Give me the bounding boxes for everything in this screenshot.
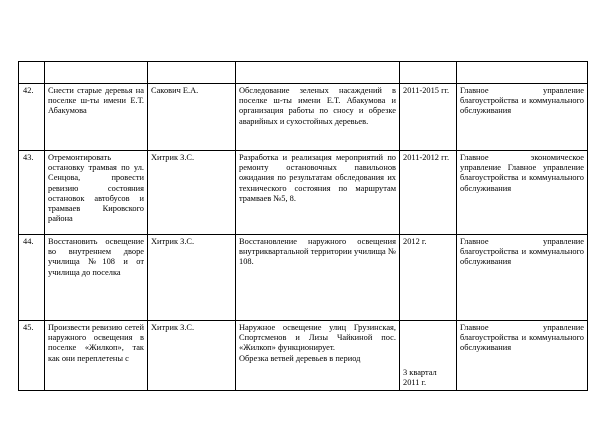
action-cell (236, 321, 400, 391)
organization-cell: Главное управление благоустройства и коммунального обслуживания (457, 84, 588, 151)
cell-empty (400, 62, 457, 84)
table-row (19, 151, 588, 235)
action-cell: Восстановление наружного освещения внутриквартальной территории училища № 108. (236, 235, 400, 321)
responsible-cell: Сакович Е.А. (148, 84, 236, 151)
plan-table (18, 61, 588, 391)
action-text: Наружное освещение улиц Грузинская, Спортсменов и Лизы Чайкиной пос. «Жилкоп» функционирует. (239, 323, 396, 353)
task-cell: Восстановить освещение во внутреннем дворе училища №108 и от училища до поселка (45, 235, 148, 321)
table-row (19, 235, 588, 321)
organization-cell: Главное управление благоустройства и коммунального обслуживания (457, 235, 588, 321)
organization-cell: Главное управление благоустройства и коммунального обслуживания (457, 321, 588, 391)
cell-empty (457, 62, 588, 84)
action-cell: Обследование зеленых насаждений в поселке ш-ты имени Е.Т. Абакумова и организация работы по сносу и обрезке аварийных и сухостойных деревьев. (236, 84, 400, 151)
cell-empty (236, 62, 400, 84)
cell-empty (45, 62, 148, 84)
row-number: 44. (19, 235, 45, 321)
organization-cell: Главное экономическое управление Главное управление благоустройства и коммунального обслуживания (457, 151, 588, 235)
task-cell: Произвести ревизию сетей наружного освещения в поселке «Жилкоп», так как они переплетены с (45, 321, 148, 391)
row-number: 45. (19, 321, 45, 391)
task-cell: Снести старые деревья на поселке ш-ты имени Е.Т. Абакумова (45, 84, 148, 151)
responsible-cell: Хитрик З.С. (148, 151, 236, 235)
task-cell: Отремонтировать остановку трамвая по ул. Сенцова, провести ревизию состояния остановок автобусов и трамваев Кировского района (45, 151, 148, 235)
action-text-continued: Обрезка ветвей деревьев в период (239, 353, 361, 363)
responsible-cell: Хитрик З.С. (148, 235, 236, 321)
table-row (19, 321, 588, 391)
term-cell (400, 321, 457, 391)
cell-empty (148, 62, 236, 84)
cell-empty (19, 62, 45, 84)
table-row (19, 84, 588, 151)
row-number: 42. (19, 84, 45, 151)
term-cell: 2011-2012 гг. (400, 151, 457, 235)
table-row-top (19, 62, 588, 84)
action-cell: Разработка и реализация мероприятий по ремонту остановочных павильонов ожидания по результатам обследования их технического состояния по маршрутам трамваев №5, 8. (236, 151, 400, 235)
term-text: 3 квартал 2011 г. (403, 367, 437, 387)
term-cell: 2011-2015 гг. (400, 84, 457, 151)
row-number: 43. (19, 151, 45, 235)
responsible-cell: Хитрик З.С. (148, 321, 236, 391)
term-cell: 2012 г. (400, 235, 457, 321)
